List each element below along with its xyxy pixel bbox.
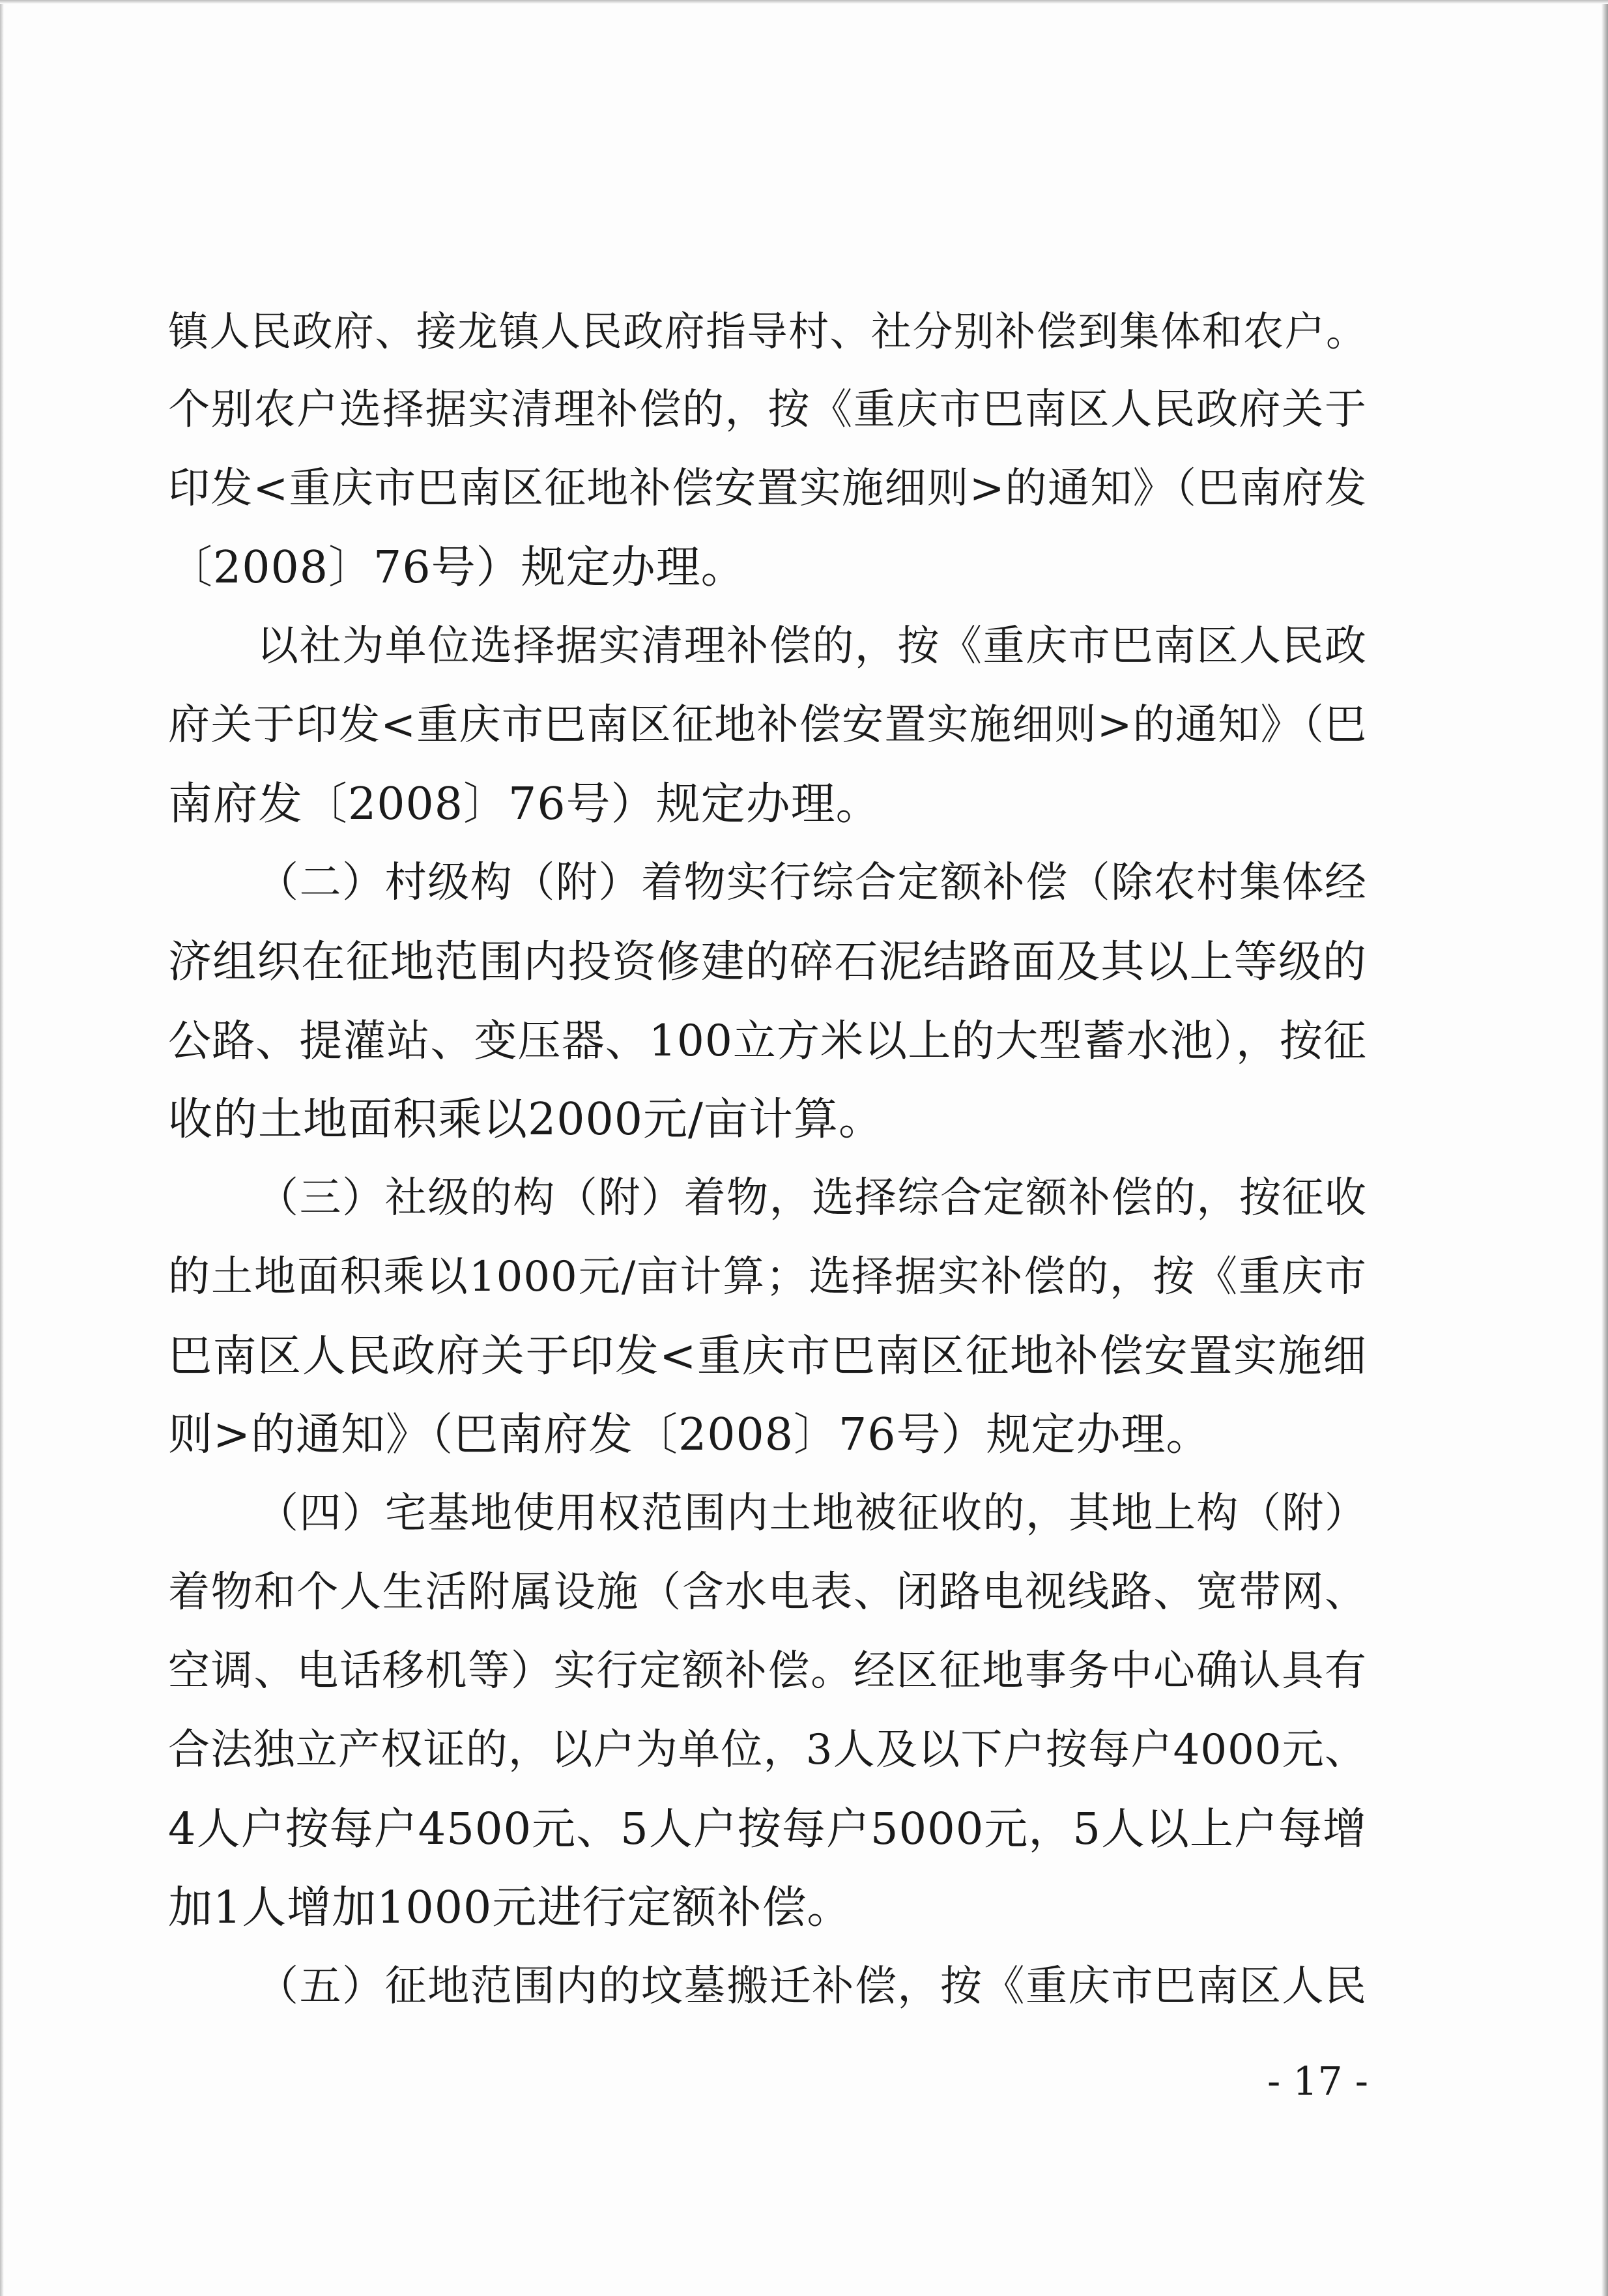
text-line: 南府发〔2008〕76号）规定办理。 [168, 779, 881, 830]
text-line: 加1人增加1000元进行定额补偿。 [168, 1882, 852, 1934]
text-line: 印发<重庆市巴南区征地补偿安置实施细则>的通知》（巴南府发 [168, 465, 1367, 513]
text-line: 收的土地面积乘以2000元/亩计算。 [168, 1094, 883, 1145]
text-line: 4人户按每户4500元、5人户按每户5000元，5人以上户每增 [168, 1803, 1367, 1854]
text-line: 济组织在征地范围内投资修建的碎石泥结路面及其以上等级的 [168, 936, 1367, 987]
document-body [168, 292, 1367, 2026]
page-number: - 17 - [1267, 2059, 1368, 2104]
text-line: 以社为单位选择据实清理补偿的，按《重庆市巴南区人民政 [257, 622, 1367, 670]
text-line: （五）征地范围内的坟墓搬迁补偿，按《重庆市巴南区人民 [257, 1962, 1367, 2011]
text-line: 空调、电话移机等）实行定额补偿。经区征地事务中心确认具有 [168, 1647, 1367, 1695]
text-line: 个别农户选择据实清理补偿的，按《重庆市巴南区人民政府关于 [168, 386, 1367, 434]
text-line: （二）村级构（附）着物实行综合定额补偿（除农村集体经 [257, 859, 1367, 907]
text-line: 府关于印发<重庆市巴南区征地补偿安置实施细则>的通知》（巴 [168, 701, 1367, 749]
text-line: 镇人民政府、接龙镇人民政府指导村、社分别补偿到集体和农户。 [168, 308, 1367, 355]
scan-edge-right [1601, 0, 1608, 2296]
text-line: 〔2008〕76号）规定办理。 [168, 542, 746, 594]
scan-edge-top [0, 0, 1608, 4]
text-line: （三）社级的构（附）着物，选择综合定额补偿的，按征收 [257, 1174, 1367, 1222]
text-line: 公路、提灌站、变压器、100立方米以上的大型蓄水池），按征 [168, 1016, 1367, 1066]
text-line: 合法独立产权证的，以户为单位，3人及以下户按每户4000元、 [168, 1726, 1367, 1774]
text-line: （四）宅基地使用权范围内土地被征收的，其地上构（附） [257, 1489, 1367, 1538]
scan-edge-left [0, 0, 4, 2296]
text-line: 巴南区人民政府关于印发<重庆市巴南区征地补偿安置实施细 [168, 1330, 1367, 1381]
text-line: 着物和个人生活附属设施（含水电表、闭路电视线路、宽带网、 [168, 1568, 1367, 1616]
text-line: 则>的通知》（巴南府发〔2008〕76号）规定办理。 [168, 1409, 1211, 1461]
text-line: 的土地面积乘以1000元/亩计算；选择据实补偿的，按《重庆市 [168, 1253, 1367, 1301]
